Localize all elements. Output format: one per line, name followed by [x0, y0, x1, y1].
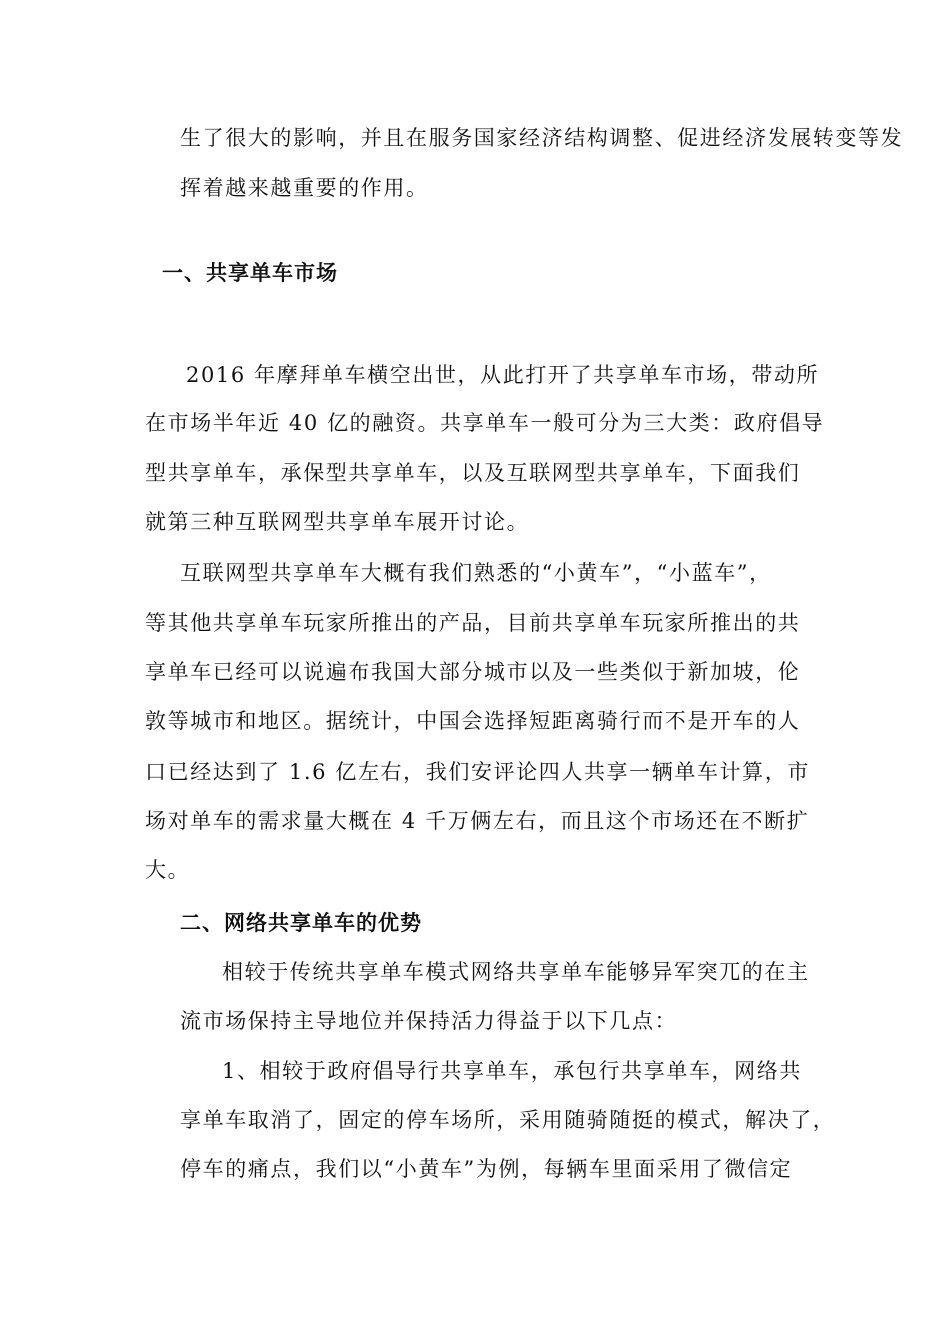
intro-line-2: 挥着越来越重要的作用。: [180, 176, 429, 200]
section-1-paragraph-2-line-3: 享单车已经可以说遍布我国大部分城市以及一些类似于新加坡，伦: [145, 660, 801, 684]
section-2-paragraph-2-line-2: 享单车取消了，固定的停车场所，采用随骑随挺的模式，解决了，: [180, 1108, 836, 1132]
section-1-paragraph-1-line-2: 在市场半年近 40 亿的融资。共享单车一般可分为三大类：政府倡导: [145, 411, 825, 435]
section-1-paragraph-2-line-7: 大。: [145, 858, 191, 882]
section-1-paragraph-1-line-3: 型共享单车，承保型共享单车，以及互联网型共享单车，下面我们: [145, 461, 801, 485]
section-1-paragraph-2-line-6: 场对单车的需求量大概在 4 千万俩左右，而且这个市场还在不断扩: [145, 809, 810, 833]
section-2-paragraph-2-line-3: 停车的痛点，我们以“小黄车”为例，每辆车里面采用了微信定: [180, 1157, 793, 1181]
section-1-paragraph-2-line-5: 口已经达到了 1.6 亿左右，我们安评论四人共享一辆单车计算，市: [145, 760, 810, 784]
section-1-paragraph-1-line-4: 就第三种互联网型共享单车展开讨论。: [145, 510, 530, 534]
section-2-paragraph-2-line-1: 1、相较于政府倡导行共享单车，承包行共享单车，网络共: [222, 1059, 802, 1083]
section-1-heading: 一、共享单车市场: [162, 261, 338, 285]
section-1-paragraph-1-line-1: 2016 年摩拜单车横空出世，从此打开了共享单车市场，带动所: [186, 363, 820, 387]
section-1-paragraph-2-line-1: 互联网型共享单车大概有我们熟悉的“小黄车”，“小蓝车”，: [180, 561, 772, 585]
section-2-paragraph-1-line-1: 相较于传统共享单车模式网络共享单车能够异军突兀的在主: [222, 960, 810, 984]
section-1-paragraph-2-line-2: 等其他共享单车玩家所推出的产品，目前共享单车玩家所推出的共: [145, 611, 801, 635]
intro-line-1: 生了很大的影响，并且在服务国家经济结构调整、促进经济发展转变等发: [180, 126, 904, 150]
section-2-paragraph-1-line-2: 流市场保持主导地位并保持活力得益于以下几点：: [180, 1009, 678, 1033]
section-1-paragraph-2-line-4: 敦等城市和地区。据统计，中国会选择短距离骑行而不是开车的人: [145, 709, 801, 733]
section-2-heading: 二、网络共享单车的优势: [180, 911, 422, 935]
